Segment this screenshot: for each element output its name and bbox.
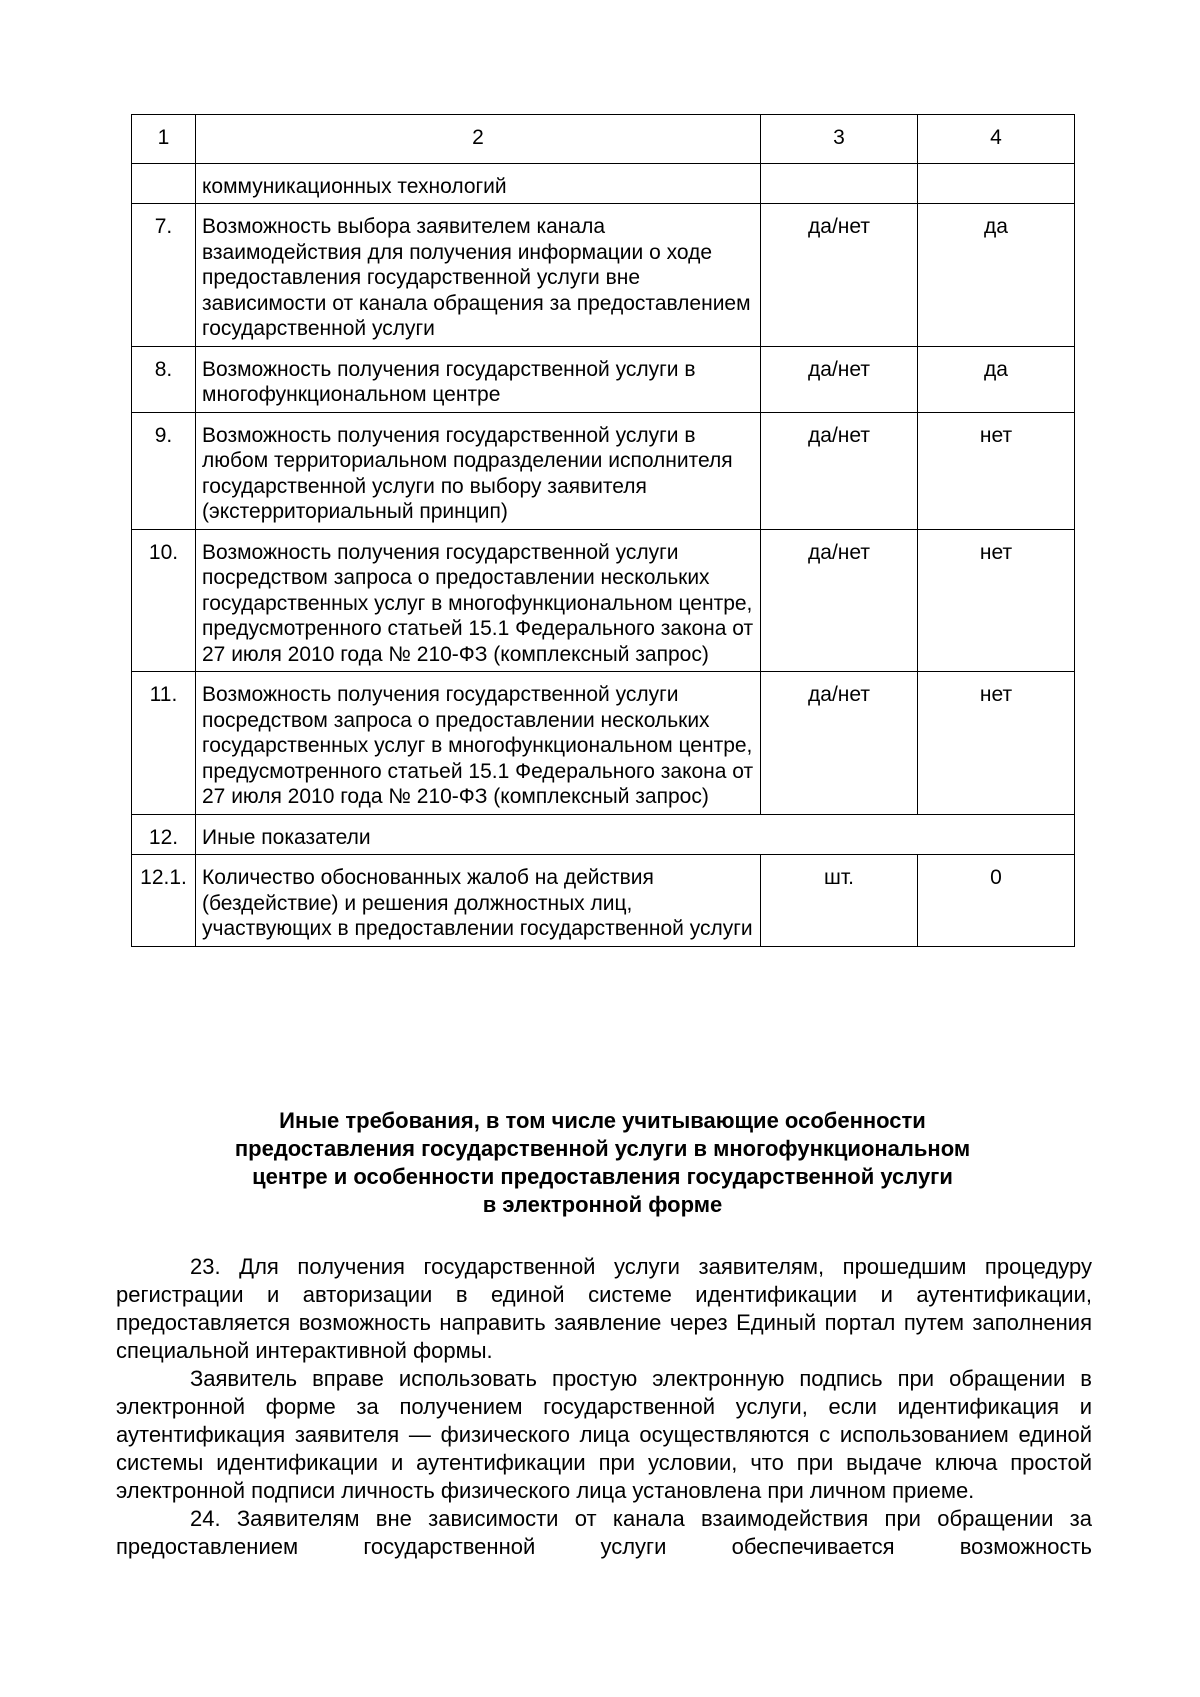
row-number: 7.: [132, 204, 196, 347]
row-value: 0: [918, 855, 1075, 947]
row-value: да: [918, 204, 1075, 347]
row-value: [918, 163, 1075, 204]
section-heading-line: предоставления государственной услуги в многофункциональном: [234, 1136, 971, 1161]
row-number: 12.: [132, 814, 196, 855]
header-cell-1: 1: [132, 115, 196, 164]
row-unit: шт.: [761, 855, 918, 947]
row-text: коммуникационных технологий: [196, 163, 761, 204]
row-value: нет: [918, 529, 1075, 672]
row-value: нет: [918, 672, 1075, 815]
row-number: 9.: [132, 412, 196, 529]
table-row: [132, 346, 1075, 412]
paragraph-24: 24. Заявителям вне зависимости от канала взаимодействия при обращении за предоставлением государственной услуги обеспечивается возможность: [116, 1506, 1092, 1559]
row-number: 11.: [132, 672, 196, 815]
row-number: 10.: [132, 529, 196, 672]
header-cell-2: 2: [196, 115, 761, 164]
table-row: [132, 412, 1075, 529]
row-unit: да/нет: [761, 204, 918, 347]
row-text: Возможность получения государственной услуги посредством запроса о предоставлении нескольких государственных услуг в многофункциональном центре, предусмотренного статьей 15.1 Федерального закона от 27 июля 2010 года № 210-ФЗ (комплексный запрос): [196, 529, 761, 672]
row-number: 8.: [132, 346, 196, 412]
row-text: Возможность выбора заявителем канала взаимодействия для получения информации о ходе предоставления государственной услуги вне зависимости от канала обращения за предоставлением государственной услуги: [196, 204, 761, 347]
row-unit: да/нет: [761, 412, 918, 529]
paragraph-electronic-signature: Заявитель вправе использовать простую электронную подпись при обращении в электронной форме за получением государственной услуги, если идентификация и аутентификация заявителя — физического лица осуществляются с использованием единой системы идентификации и аутентификации при условии, что при выдаче ключа простой электронной подписи личность физического лица установлена при личном приеме.: [116, 1366, 1092, 1503]
paragraph-23: 23. Для получения государственной услуги заявителям, прошедшим процедуру регистрации и авторизации в единой системе идентификации и аутентификации, предоставляется возможность направить заявление через Единый портал путем заполнения специальной интерактивной формы.: [116, 1254, 1092, 1363]
table-row: [132, 204, 1075, 347]
table-row: [132, 855, 1075, 947]
row-number: 12.1.: [132, 855, 196, 947]
section-heading-line: в электронной форме: [482, 1192, 723, 1217]
row-text: Возможность получения государственной услуги в многофункциональном центре: [196, 346, 761, 412]
row-text: Возможность получения государственной услуги посредством запроса о предоставлении нескольких государственных услуг в многофункциональном центре, предусмотренного статьей 15.1 Федерального закона от 27 июля 2010 года № 210-ФЗ (комплексный запрос): [196, 672, 761, 815]
section-heading-line: центре и особенности предоставления государственной услуги: [252, 1164, 953, 1189]
row-unit: [761, 163, 918, 204]
table-row: [132, 529, 1075, 672]
row-unit: да/нет: [761, 346, 918, 412]
row-value: да: [918, 346, 1075, 412]
row-unit: да/нет: [761, 529, 918, 672]
row-unit: да/нет: [761, 672, 918, 815]
row-value: нет: [918, 412, 1075, 529]
header-cell-3: 3: [761, 115, 918, 164]
section-heading-line: Иные требования, в том числе учитывающие особенности: [279, 1108, 926, 1133]
header-cell-4: 4: [918, 115, 1075, 164]
body-text: [116, 1253, 1092, 1561]
table-row: [132, 163, 1075, 204]
table-header-row: [132, 115, 1075, 164]
indicators-table: [131, 114, 1075, 947]
section-heading: [131, 1107, 1074, 1219]
row-text: Иные показатели: [196, 814, 1075, 855]
row-number: [132, 163, 196, 204]
row-text: Количество обоснованных жалоб на действия (бездействие) и решения должностных лиц, участвующих в предоставлении государственной услуги: [196, 855, 761, 947]
row-text: Возможность получения государственной услуги в любом территориальном подразделении исполнителя государственной услуги по выбору заявителя (экстерриториальный принцип): [196, 412, 761, 529]
table-row: [132, 672, 1075, 815]
table-row: [132, 814, 1075, 855]
